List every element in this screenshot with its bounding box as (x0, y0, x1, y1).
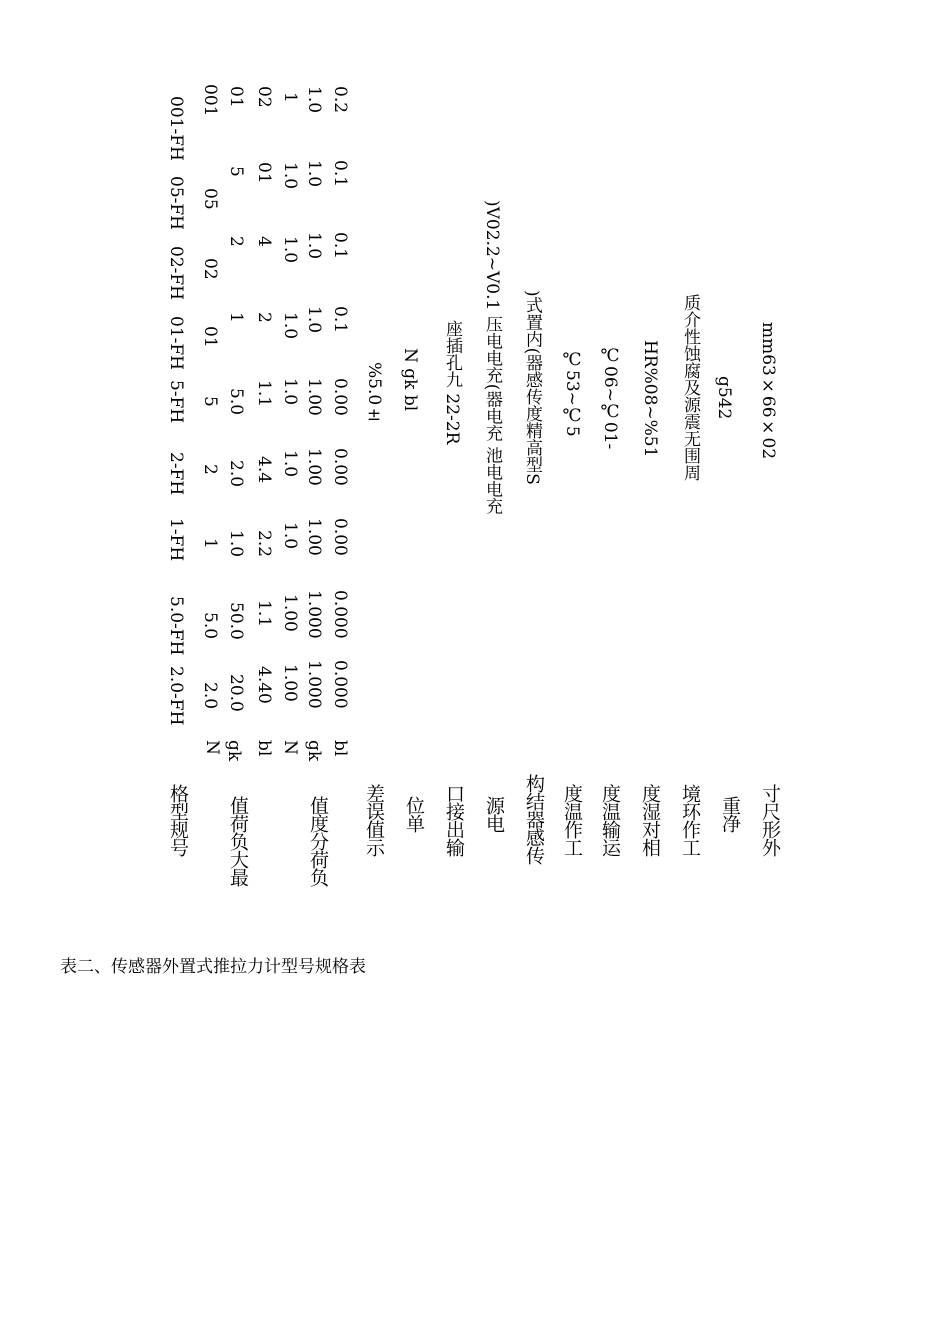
work-temp-cell: ℃53~℃5 (562, 350, 582, 437)
header-transport-temp: 度温输运 (599, 784, 621, 856)
header-work-temp: 度温作工 (561, 784, 583, 856)
div-n-cell: 1.0 (280, 162, 300, 190)
load-lb-cell: 4 (254, 236, 274, 247)
div-lb-cell: 0.00 (330, 448, 350, 486)
model-cell: 2-FH (166, 452, 186, 496)
div-kg-cell: 1.00 (304, 378, 324, 416)
div-kg-cell: 1.0 (304, 232, 324, 260)
header-weight: 重净 (719, 796, 741, 832)
units-cell: N gk bl (400, 348, 420, 412)
load-lb-cell: 4.40 (254, 666, 274, 704)
div-lb-cell: 0.00 (330, 518, 350, 556)
div-n-cell: 1 (280, 92, 300, 103)
header-sensor: 构结器感传 (523, 774, 545, 864)
div-n-cell: 1.00 (280, 664, 300, 702)
transport-temp-cell: ℃06~℃01- (600, 346, 620, 450)
div-lb-cell: 0.2 (330, 86, 350, 114)
header-humidity: 度湿对相 (639, 784, 661, 856)
dimensions-cell: mm63×66×02 (758, 322, 778, 460)
accuracy-cell: %5.0± (364, 362, 384, 426)
load-n-cell: 5 (200, 396, 220, 407)
div-kg-cell: 1.00 (304, 518, 324, 556)
model-cell: 2.0-FH (166, 666, 186, 726)
humidity-cell: HR%08~%51 (640, 340, 660, 458)
div-kg-cell: 1.0 (304, 86, 324, 114)
div-kg-cell: 1.0 (304, 306, 324, 334)
header-error: 差误值示 (363, 784, 385, 856)
load-n-cell: 1 (200, 538, 220, 549)
div-lb-cell: 0.1 (330, 306, 350, 334)
load-kg-cell: 1.0 (226, 530, 246, 558)
header-power: 源电 (483, 796, 505, 832)
load-n-cell: 2 (200, 464, 220, 475)
load-n-cell: 5.0 (200, 612, 220, 640)
model-cell: 5-FH (166, 380, 186, 424)
model-cell: 1-FH (166, 518, 186, 562)
sensor-cell: )式置内(器感传度精高型S (522, 290, 542, 485)
load-n-cell: 02 (200, 258, 220, 280)
unit-label: bl (254, 740, 274, 757)
model-cell: 001-FH (166, 96, 186, 161)
load-kg-cell: 2 (226, 236, 246, 247)
div-n-cell: 1.0 (280, 522, 300, 550)
load-lb-cell: 01 (254, 162, 274, 184)
div-lb-cell: 0.1 (330, 160, 350, 188)
load-lb-cell: 4.4 (254, 456, 274, 484)
unit-label: gk (304, 740, 324, 762)
load-n-cell: 2.0 (200, 682, 220, 710)
load-lb-cell: 2 (254, 312, 274, 323)
load-n-cell: 01 (200, 326, 220, 348)
unit-label: N (202, 740, 222, 755)
load-kg-cell: 01 (226, 86, 246, 108)
load-kg-cell: 50.0 (226, 602, 246, 640)
div-lb-cell: 0.00 (330, 378, 350, 416)
div-lb-cell: 0.000 (330, 590, 350, 639)
model-cell: 05-FH (166, 176, 186, 230)
unit-label: bl (330, 740, 350, 757)
unit-label: N (280, 740, 300, 755)
load-lb-cell: 2.2 (254, 530, 274, 558)
load-n-cell: 05 (200, 188, 220, 210)
power-cell: )V02.2~V0.1 压电电充(器电充 池电电充 (482, 200, 502, 515)
environment-cell: 质介性蚀腐及源震无围周 (680, 294, 700, 481)
div-n-cell: 1.00 (280, 594, 300, 632)
output-cell: 座插孔九 22-2R (442, 320, 462, 445)
load-n-cell: 001 (200, 84, 220, 117)
header-output: 口接出输 (443, 784, 465, 856)
div-lb-cell: 0.000 (330, 660, 350, 709)
div-kg-cell: 1.00 (304, 448, 324, 486)
header-unit: 位单 (403, 796, 425, 832)
model-cell: 01-FH (166, 316, 186, 370)
load-kg-cell: 5 (226, 166, 246, 177)
div-n-cell: 1.0 (280, 236, 300, 264)
weight-cell: g542 (714, 376, 734, 420)
unit-label: gk (224, 740, 244, 762)
header-dimensions: 寸尺形外 (759, 784, 781, 856)
table-caption: 表二、传感器外置式推拉力计型号规格表 (60, 957, 366, 977)
load-kg-cell: 20.0 (226, 674, 246, 712)
header-max-load: 值荷负大最 (227, 796, 249, 886)
div-kg-cell: 1.000 (304, 590, 324, 639)
load-lb-cell: 02 (254, 86, 274, 108)
load-lb-cell: 1.1 (254, 380, 274, 408)
header-division: 值度分荷负 (307, 796, 329, 886)
load-kg-cell: 5.0 (226, 388, 246, 416)
header-environment: 境环作工 (679, 784, 701, 856)
div-n-cell: 1.0 (280, 378, 300, 406)
div-kg-cell: 1.000 (304, 660, 324, 709)
div-n-cell: 1.0 (280, 312, 300, 340)
load-kg-cell: 2.0 (226, 460, 246, 488)
div-kg-cell: 1.0 (304, 160, 324, 188)
header-model: 格型规号 (167, 784, 189, 856)
load-kg-cell: 1 (226, 312, 246, 323)
load-lb-cell: 1.1 (254, 600, 274, 628)
model-cell: 02-FH (166, 246, 186, 300)
div-n-cell: 1.0 (280, 450, 300, 478)
model-cell: 5.0-FH (166, 596, 186, 656)
div-lb-cell: 0.1 (330, 232, 350, 260)
